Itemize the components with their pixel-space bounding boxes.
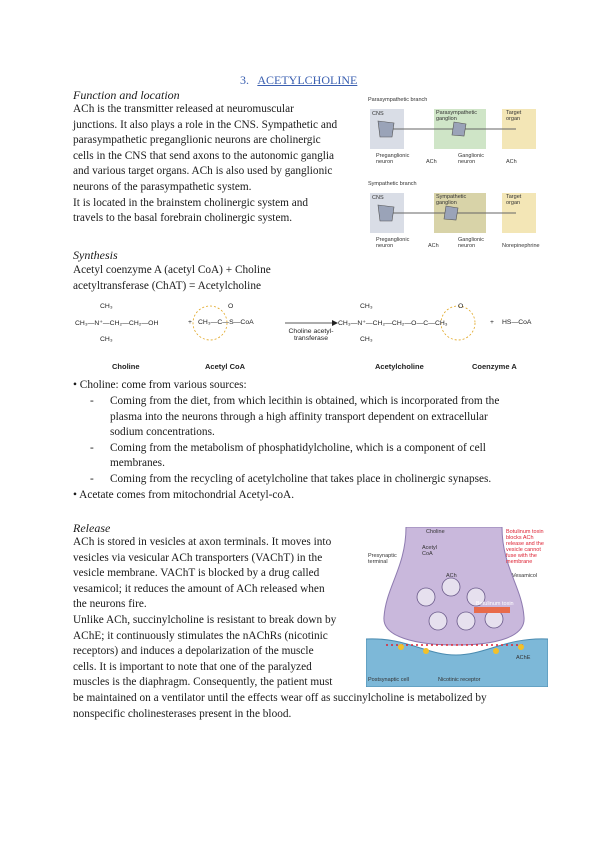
postsynaptic-label: Postsynaptic cell bbox=[368, 677, 409, 683]
function-line: It is located in the brainstem cholinergic system and bbox=[73, 196, 309, 209]
function-line: and various target organs. ACh is also used by ganglionic bbox=[73, 165, 333, 178]
para-neuron-body bbox=[378, 121, 394, 137]
ch3-label: CH₃ bbox=[360, 303, 373, 310]
list-line: Coming from the metabolism of phosphatidylcholine, which is a component of cell bbox=[110, 441, 486, 454]
list-line: Coming from the recycling of acetylcholine that takes place in cholinergic synapses. bbox=[110, 472, 492, 485]
release-line: vesicle membrane. VAChT is blocked by a drug called bbox=[73, 567, 320, 580]
botulinum-label: Botulinum toxin bbox=[476, 601, 514, 607]
list-item bbox=[90, 441, 540, 472]
coenzyme-a-label: Coenzyme A bbox=[472, 362, 517, 371]
function-line: junctions. It also plays a role in the CNS. Sympathetic and bbox=[73, 118, 338, 131]
list-item bbox=[90, 472, 540, 488]
preganglionic-label: Preganglionic neuron bbox=[376, 153, 410, 165]
list-line: membranes. bbox=[110, 457, 165, 470]
target-organ-label: Target organ bbox=[506, 194, 522, 206]
vesicle bbox=[457, 612, 475, 630]
title-text[interactable]: ACETYLCHOLINE bbox=[257, 73, 358, 87]
nicotinic-receptor bbox=[398, 644, 404, 650]
vesamicol-label: Vesamicol bbox=[512, 573, 538, 579]
synthesis-heading: Synthesis bbox=[73, 248, 118, 262]
release-line: cells. It is important to note that one of the paralyzed bbox=[73, 660, 312, 673]
symp-branch-title: Sympathetic branch bbox=[368, 181, 417, 187]
dash-marker: - bbox=[90, 441, 94, 454]
release-line: nonspecific cholinesterases present in the blood. bbox=[73, 707, 292, 720]
choline-label: Choline bbox=[112, 362, 140, 371]
symp-ganglion-label: Sympathetic ganglion bbox=[436, 194, 467, 206]
botulinum-band bbox=[474, 607, 510, 613]
synapse-figure bbox=[366, 527, 548, 687]
function-heading: Function and location bbox=[73, 88, 180, 102]
plus-sign: + bbox=[188, 319, 192, 326]
preganglionic-label: Preganglionic neuron bbox=[376, 237, 410, 249]
ach-label: ACh bbox=[506, 159, 517, 165]
para-ganglion-neuron bbox=[452, 122, 466, 136]
plus-sign: + bbox=[490, 319, 494, 326]
nicotinic-receptor bbox=[423, 648, 429, 654]
function-line: travels to the basal forebrain cholinergic system. bbox=[73, 212, 293, 225]
acetylcoa-label: Acetyl CoA bbox=[205, 362, 246, 371]
synthesis-line: acetyltransferase (ChAT) = Acetylcholine bbox=[73, 280, 261, 292]
sources-list bbox=[90, 394, 540, 488]
choline-formula: CH₃—N⁺—CH₂—CH₂—OH bbox=[75, 320, 159, 327]
oxygen-label: O bbox=[228, 303, 234, 310]
acetylcholine-label: Acetylcholine bbox=[375, 362, 424, 371]
oxygen-label: O bbox=[458, 303, 464, 310]
ch3-label: CH₃ bbox=[360, 336, 373, 343]
para-ganglion-label: Parasympathetic ganglion bbox=[436, 110, 477, 122]
ache-label: AChE bbox=[516, 655, 531, 661]
function-line: ACh is the transmitter released at neuromuscular bbox=[73, 103, 294, 115]
ganglionic-label: Ganglionic neuron bbox=[458, 153, 484, 165]
symp-ganglion-neuron bbox=[444, 206, 458, 220]
dash-marker: - bbox=[90, 472, 94, 485]
synthesis-line: Acetyl coenzyme A (acetyl CoA) + Choline bbox=[73, 264, 271, 276]
release-heading: Release bbox=[73, 521, 111, 535]
ach-label: ACh bbox=[428, 243, 439, 249]
release-line: receptors) and induces a depolarization of the muscle bbox=[73, 645, 314, 658]
release-line: be maintained on a ventilator until the effects wear off as succinylcholine is metabolized by bbox=[73, 691, 487, 704]
dash-marker: - bbox=[90, 395, 94, 407]
para-branch-title: Parasympathetic branch bbox=[368, 97, 428, 103]
cns-label: CNS bbox=[372, 111, 384, 117]
norepinephrine-label: Norepinephrine bbox=[502, 243, 540, 249]
list-line: sodium concentrations. bbox=[110, 426, 215, 439]
ganglionic-label: Ganglionic neuron bbox=[458, 237, 484, 249]
list-line: plasma into the neurons through a high affinity transport dependent on extracellular bbox=[110, 410, 488, 423]
presynaptic-label: Presynaptic terminal bbox=[368, 553, 397, 565]
vesicle bbox=[442, 578, 460, 596]
list-line: Coming from the diet, from which lecithin is obtained, which is incorporated from the bbox=[110, 395, 500, 407]
release-line: AChE; it continuously stimulates the nAChRs (nicotinic bbox=[73, 629, 328, 642]
enzyme-label: Choline acetyl-transferase bbox=[288, 328, 334, 342]
botulinum-note: Botulinum toxin blocks ACh release and the vesicle cannot fuse with the membrane bbox=[506, 529, 544, 565]
acetate-line: • Acetate comes from mitochondrial Acetyl-coA. bbox=[73, 489, 295, 501]
autonomic-branches-figure bbox=[366, 97, 540, 263]
nicotinic-receptor bbox=[493, 648, 499, 654]
acetylcholine-formula: CH₃—N⁺—CH₂—CH₂—O—C—CH₃ bbox=[338, 320, 448, 327]
release-line: muscles is the diaphragm. Consequently, the patient must bbox=[73, 676, 333, 689]
function-paragraph bbox=[73, 102, 363, 227]
reaction-scheme bbox=[70, 298, 540, 374]
release-line: vesicles via vesicular ACh transporters (VAChT) in the bbox=[73, 551, 323, 564]
vesicle bbox=[417, 588, 435, 606]
ch3-label: CH₃ bbox=[100, 303, 113, 310]
function-line: parasympathetic preganglionic neurons are cholinergic bbox=[73, 134, 321, 147]
release-line: the neurons fire. bbox=[73, 598, 147, 611]
vesicle bbox=[429, 612, 447, 630]
nicotinic-label: Nicotinic receptor bbox=[438, 677, 481, 683]
choline-label: Choline bbox=[426, 529, 445, 535]
function-line: neurons of the parasympathetic system. bbox=[73, 180, 252, 193]
page-title bbox=[240, 73, 357, 88]
symp-neuron-body bbox=[378, 205, 394, 221]
target-organ-label: Target organ bbox=[506, 110, 522, 122]
acetylcoa-label: Acetyl CoA bbox=[422, 545, 437, 557]
nicotinic-receptor bbox=[518, 644, 524, 650]
release-line: Unlike ACh, succinylcholine is resistant to break down by bbox=[73, 613, 337, 626]
title-number: 3. bbox=[240, 73, 249, 87]
release-line: ACh is stored in vesicles at axon terminals. It moves into bbox=[73, 536, 332, 548]
choline-sources-line: • Choline: come from various sources: bbox=[73, 379, 247, 391]
cns-label: CNS bbox=[372, 195, 384, 201]
acetylcoa-formula: CH₃—C—S—CoA bbox=[198, 319, 254, 326]
ach-label: ACh bbox=[426, 159, 437, 165]
ach-label: ACh bbox=[446, 573, 457, 579]
function-line: cells in the CNS that send axons to the autonomic ganglia bbox=[73, 149, 335, 162]
hscoa-formula: HS—CoA bbox=[502, 319, 532, 326]
ch3-label: CH₃ bbox=[100, 336, 113, 343]
release-line: vesamicol; it reduces the amount of ACh released when bbox=[73, 582, 325, 595]
list-item bbox=[90, 394, 540, 441]
